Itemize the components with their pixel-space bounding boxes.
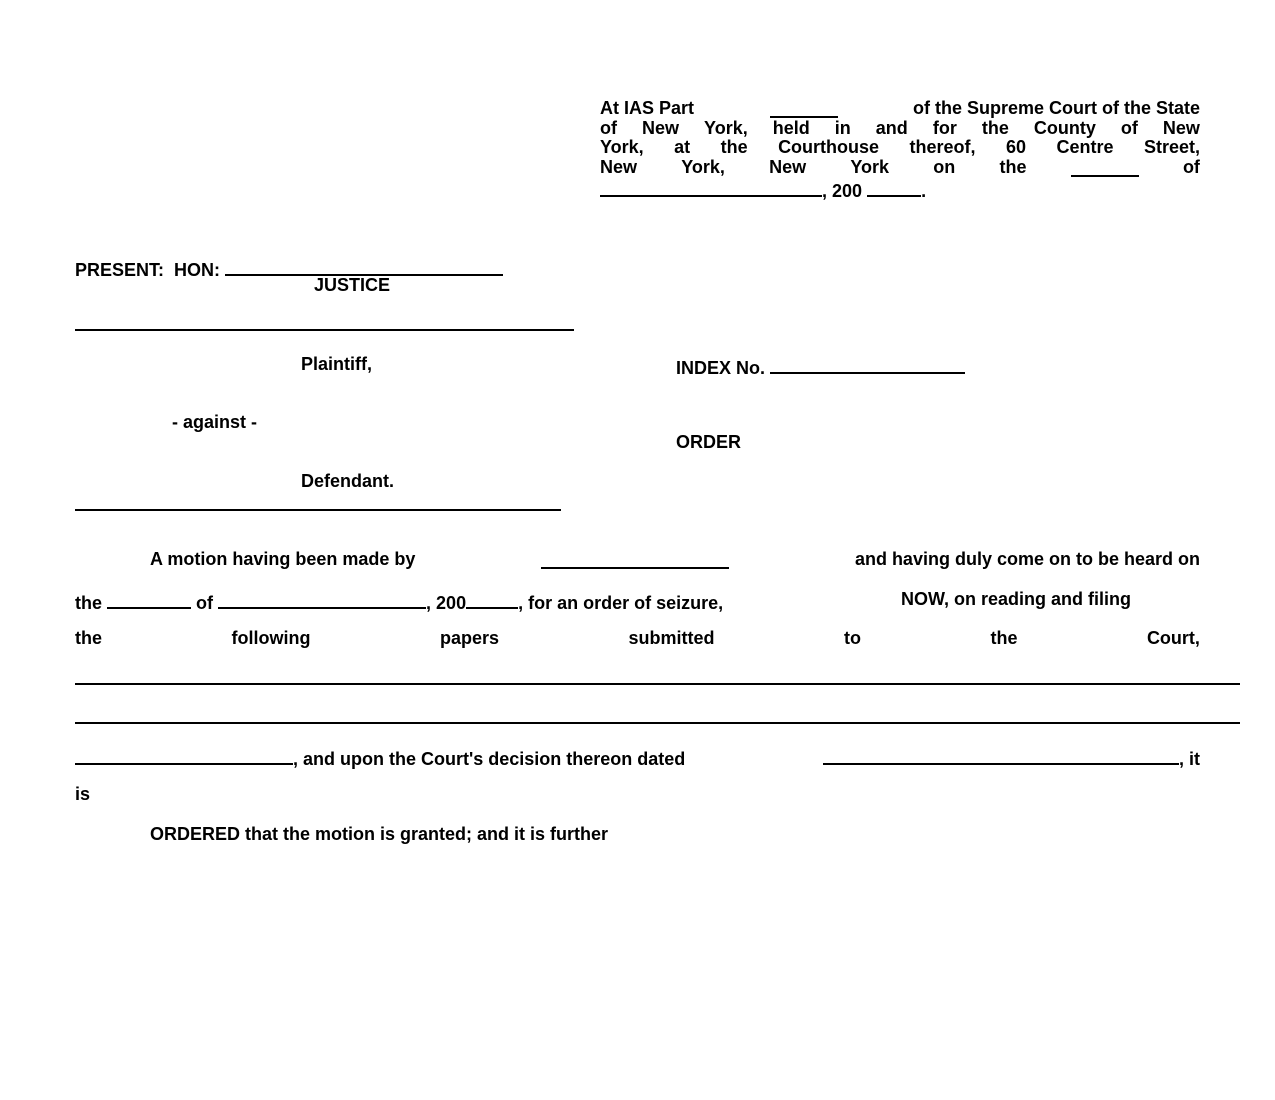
body-line-4 [75, 745, 1200, 770]
word: New [769, 157, 807, 177]
body-text: is [75, 784, 91, 804]
word: thereof, [909, 137, 976, 157]
against-label: - against - [172, 412, 258, 432]
word: the [999, 157, 1027, 177]
index-number-blank[interactable] [770, 354, 965, 374]
heading-line-5 [600, 177, 926, 202]
word: submitted [628, 628, 715, 648]
body-text: , it [1179, 749, 1200, 769]
papers-blank-end[interactable] [75, 745, 293, 765]
heading-text: of the Supreme Court of the State [912, 98, 1200, 118]
word: York, [681, 157, 725, 177]
ordered-paragraph: ORDERED that the motion is granted; and it is further [150, 824, 609, 844]
papers-blank-line-2[interactable] [75, 722, 1240, 724]
plaintiff-label: Plaintiff, [301, 354, 372, 374]
year-blank[interactable] [466, 589, 518, 609]
defendant-label: Defendant. [301, 471, 395, 491]
caption-bottom-rule [75, 509, 561, 511]
body-text: , 200 [426, 593, 467, 613]
heading-text: At IAS Part [600, 98, 695, 118]
body-line-1 [150, 549, 1200, 570]
word: County [1033, 118, 1096, 138]
body-text: the [75, 593, 102, 613]
word: for [932, 118, 957, 138]
word: Court, [1146, 628, 1200, 648]
heading-text: . [921, 181, 927, 201]
body-line-2 [75, 589, 723, 614]
word: of [1182, 157, 1200, 177]
word: on [933, 157, 956, 177]
word: of [1120, 118, 1138, 138]
body-text: , and upon the Court's decision thereon dated [293, 749, 686, 769]
body-text: and having duly come on to be heard on [854, 549, 1200, 569]
present-label: PRESENT: [75, 260, 165, 280]
word: 60 [1005, 137, 1027, 157]
movant-blank[interactable] [541, 549, 729, 569]
body-text: NOW, on reading and filing [901, 589, 1131, 609]
caption-top-rule [75, 329, 574, 331]
date-blank[interactable] [600, 177, 822, 197]
word: of [600, 118, 617, 138]
justice-name-blank[interactable] [225, 256, 503, 276]
month-blank[interactable] [218, 589, 426, 609]
present-line [75, 256, 503, 281]
heading-line-3 [600, 137, 1200, 158]
papers-blank-line-1[interactable] [75, 683, 1240, 685]
word: held [772, 118, 810, 138]
word: the [720, 137, 748, 157]
word: the [981, 118, 1009, 138]
word: the [990, 628, 1018, 648]
order-title: ORDER [676, 432, 742, 452]
word: at [674, 137, 691, 157]
word: the [75, 628, 102, 648]
word: New [1162, 118, 1200, 138]
word: Courthouse [778, 137, 880, 157]
word: following [231, 628, 311, 648]
ias-part-blank[interactable] [770, 98, 838, 118]
word: to [843, 628, 861, 648]
justice-label: JUSTICE [314, 275, 391, 295]
index-number-line [676, 354, 965, 379]
word: York, [600, 137, 644, 157]
word: New [642, 118, 680, 138]
body-text: A motion having been made by [150, 549, 416, 569]
word: Street, [1143, 137, 1200, 157]
year-blank[interactable] [867, 177, 921, 197]
heading-line-1 [600, 98, 1200, 119]
body-text: , for an order of seizure, [518, 593, 724, 613]
word: in [834, 118, 851, 138]
heading-text: , 200 [822, 181, 863, 201]
day-blank[interactable] [1071, 157, 1139, 177]
word: York, [704, 118, 748, 138]
heading-line-4 [600, 157, 1200, 178]
word: New [600, 157, 638, 177]
word: York [850, 157, 890, 177]
body-line-3 [75, 628, 1200, 649]
hon-label: HON: [174, 260, 221, 280]
word: Centre [1056, 137, 1114, 157]
word: and [875, 118, 908, 138]
heading-line-2 [600, 118, 1200, 139]
index-label: INDEX No. [676, 358, 766, 378]
word: papers [439, 628, 499, 648]
body-text: of [196, 593, 214, 613]
decision-date-blank[interactable] [823, 745, 1179, 765]
day-blank[interactable] [107, 589, 191, 609]
